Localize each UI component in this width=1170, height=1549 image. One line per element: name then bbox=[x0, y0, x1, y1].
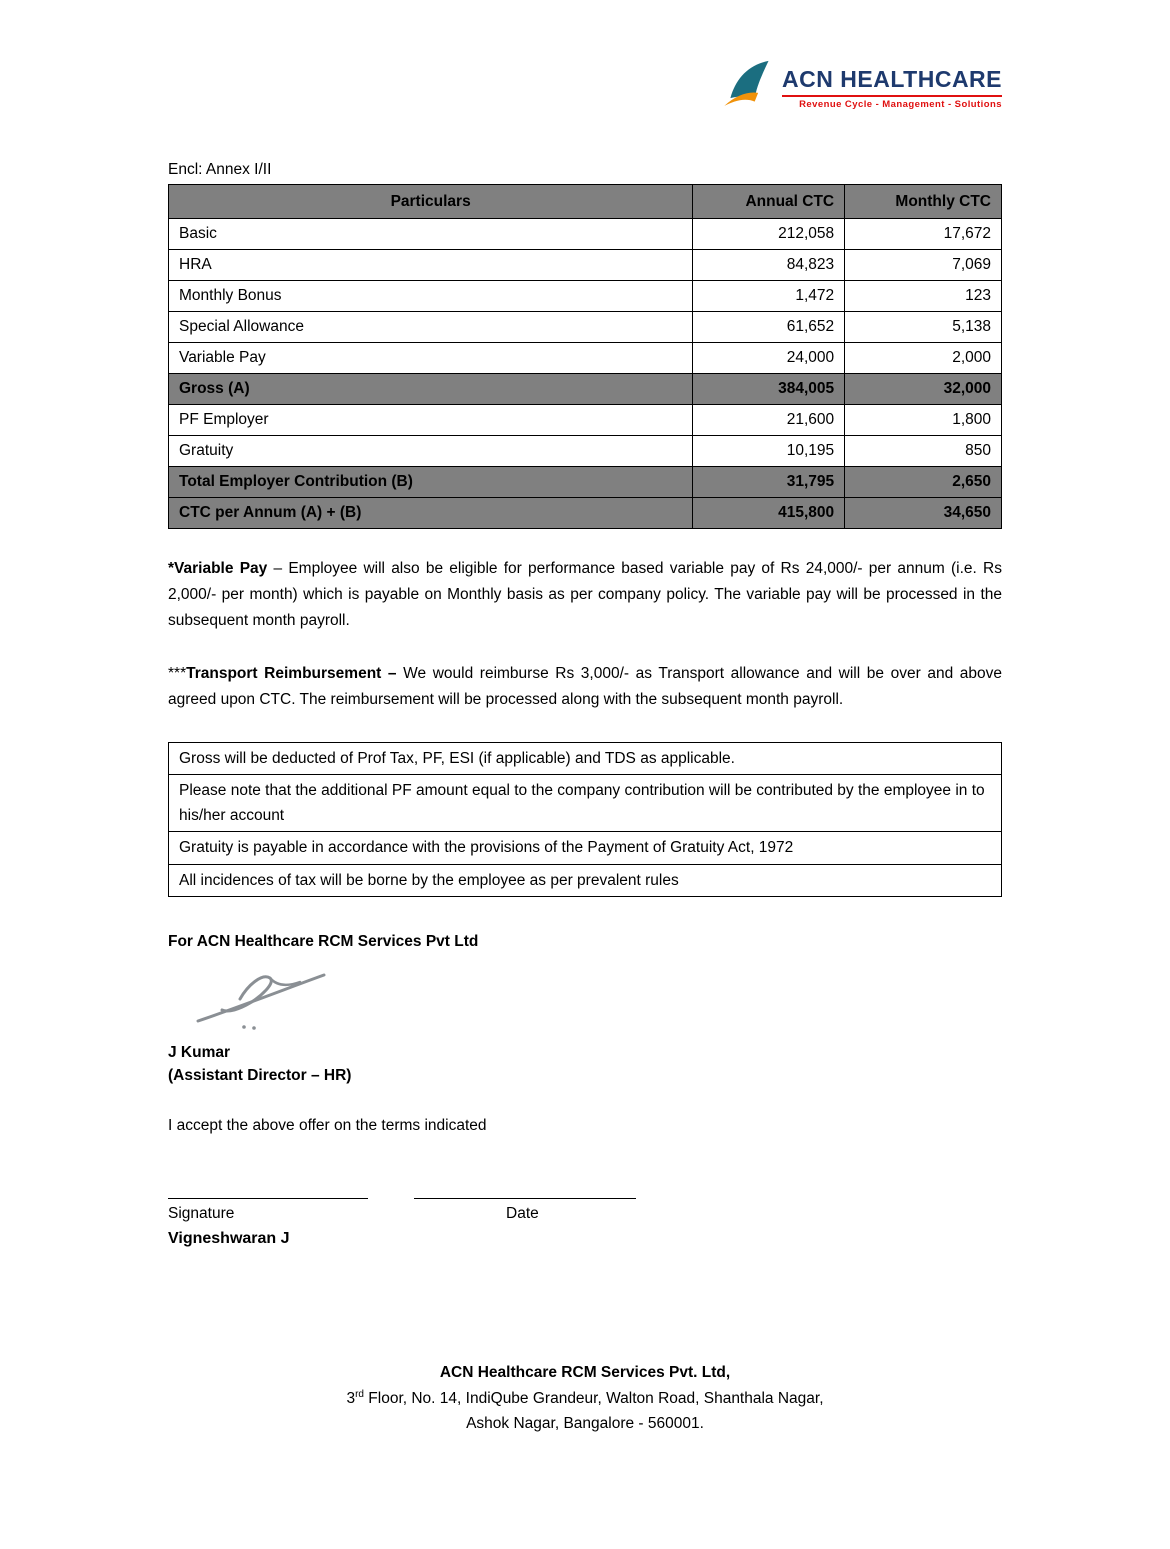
signature-date-lines bbox=[168, 1181, 1002, 1199]
table-row bbox=[169, 343, 1002, 374]
enclosure-label: Encl: Annex I/II bbox=[168, 161, 272, 178]
logo-divider bbox=[782, 95, 1002, 97]
note-text: All incidences of tax will be borne by the employee as per prevalent rules bbox=[169, 864, 1002, 896]
date-label: Date bbox=[506, 1204, 539, 1222]
header bbox=[168, 58, 1002, 119]
col-header-monthly-ctc: Monthly CTC bbox=[845, 185, 1002, 219]
annual-value: 10,195 bbox=[693, 436, 845, 467]
monthly-value: 5,138 bbox=[845, 312, 1002, 343]
particular-label: Gross (A) bbox=[169, 374, 693, 405]
monthly-value: 2,000 bbox=[845, 343, 1002, 374]
ctc-header-row bbox=[169, 185, 1002, 219]
table-row-total-employer-contribution bbox=[169, 467, 1002, 498]
annual-value: 212,058 bbox=[693, 219, 845, 250]
note-row bbox=[169, 775, 1002, 832]
acceptor-name: Vigneshwaran J bbox=[168, 1229, 290, 1247]
particular-label: Total Employer Contribution (B) bbox=[169, 467, 693, 498]
col-header-particulars: Particulars bbox=[169, 185, 693, 219]
footer-address-line2 bbox=[0, 1386, 1170, 1412]
annual-value: 1,472 bbox=[693, 281, 845, 312]
variable-pay-note bbox=[168, 556, 1002, 634]
table-row bbox=[169, 312, 1002, 343]
footer-address-line3: Ashok Nagar, Bangalore - 560001. bbox=[466, 1415, 704, 1433]
table-row bbox=[169, 281, 1002, 312]
particular-label: Monthly Bonus bbox=[169, 281, 693, 312]
signatory-name: J Kumar bbox=[168, 1043, 231, 1061]
particular-label: HRA bbox=[169, 250, 693, 281]
footer-ordinal-suffix: rd bbox=[355, 1388, 364, 1400]
monthly-value: 32,000 bbox=[845, 374, 1002, 405]
variable-pay-note-bold: *Variable Pay bbox=[168, 560, 268, 577]
annual-value: 61,652 bbox=[693, 312, 845, 343]
note-text: Gratuity is payable in accordance with the provisions of the Payment of Gratuity Act, 1972 bbox=[169, 832, 1002, 864]
monthly-value: 17,672 bbox=[845, 219, 1002, 250]
line-gap bbox=[368, 1181, 414, 1199]
monthly-value: 123 bbox=[845, 281, 1002, 312]
logo-text bbox=[782, 67, 1002, 109]
footer-address bbox=[0, 1360, 1170, 1437]
ctc-table bbox=[168, 184, 1002, 529]
table-row bbox=[169, 219, 1002, 250]
date-line bbox=[414, 1181, 636, 1199]
footer-floor-number: 3 bbox=[346, 1389, 356, 1407]
company-logo bbox=[720, 58, 1002, 119]
monthly-value: 1,800 bbox=[845, 405, 1002, 436]
signature-line bbox=[168, 1181, 368, 1199]
note-row bbox=[169, 864, 1002, 896]
monthly-value: 850 bbox=[845, 436, 1002, 467]
note-row bbox=[169, 743, 1002, 775]
col-header-annual-ctc: Annual CTC bbox=[693, 185, 845, 219]
table-row-ctc-per-annum bbox=[169, 498, 1002, 529]
acceptance-line: I accept the above offer on the terms indicated bbox=[168, 1116, 487, 1134]
particular-label: PF Employer bbox=[169, 405, 693, 436]
company-tagline: Revenue Cycle - Management - Solutions bbox=[799, 98, 1002, 110]
signatory-title: (Assistant Director – HR) bbox=[168, 1066, 352, 1084]
monthly-value: 7,069 bbox=[845, 250, 1002, 281]
logo-sail-icon bbox=[720, 58, 772, 119]
variable-pay-note-text: – Employee will also be eligible for performance based variable pay of Rs 24,000/- per annum (i.e. Rs 2,000/- per month) which is payable on Monthly basis as per company policy. The variable pay will be processed in the subsequent month payroll. bbox=[168, 560, 1002, 630]
monthly-value: 2,650 bbox=[845, 467, 1002, 498]
annual-value: 31,795 bbox=[693, 467, 845, 498]
signature-date-labels bbox=[168, 1205, 1002, 1227]
footer-street: Floor, No. 14, IndiQube Grandeur, Walton Road, Shanthala Nagar, bbox=[363, 1389, 824, 1407]
company-signoff-line: For ACN Healthcare RCM Services Pvt Ltd bbox=[168, 932, 479, 950]
table-row bbox=[169, 405, 1002, 436]
company-name: ACN HEALTHCARE bbox=[782, 66, 1002, 93]
particular-label: Special Allowance bbox=[169, 312, 693, 343]
annual-value: 384,005 bbox=[693, 374, 845, 405]
signature-label: Signature bbox=[168, 1204, 235, 1222]
table-row bbox=[169, 250, 1002, 281]
particular-label: CTC per Annum (A) + (B) bbox=[169, 498, 693, 529]
note-text: Gross will be deducted of Prof Tax, PF, ESI (if applicable) and TDS as applicable. bbox=[169, 743, 1002, 775]
transport-note-bold: Transport Reimbursement – bbox=[186, 665, 397, 683]
annual-value: 24,000 bbox=[693, 343, 845, 374]
annual-value: 415,800 bbox=[693, 498, 845, 529]
note-row bbox=[169, 832, 1002, 864]
transport-note-text: We would reimburse Rs 3,000/- as Transport allowance and will be over and above agreed upon CTC. The reimbursement will be processed along with the subsequent month payroll. bbox=[168, 665, 1003, 709]
monthly-value: 34,650 bbox=[845, 498, 1002, 529]
transport-note bbox=[168, 661, 1002, 713]
notes-table bbox=[168, 742, 1002, 897]
annual-value: 21,600 bbox=[693, 405, 845, 436]
table-row-gross bbox=[169, 374, 1002, 405]
handwritten-signature-image bbox=[184, 963, 1002, 1040]
particular-label: Basic bbox=[169, 219, 693, 250]
footer-company-name: ACN Healthcare RCM Services Pvt. Ltd, bbox=[439, 1364, 731, 1381]
particular-label: Gratuity bbox=[169, 436, 693, 467]
annual-value: 84,823 bbox=[693, 250, 845, 281]
particular-label: Variable Pay bbox=[169, 343, 693, 374]
note-text: Please note that the additional PF amount equal to the company contribution will be contributed by the employee in to his/her account bbox=[169, 775, 1002, 832]
table-row bbox=[169, 436, 1002, 467]
transport-note-stars: *** bbox=[168, 665, 187, 683]
